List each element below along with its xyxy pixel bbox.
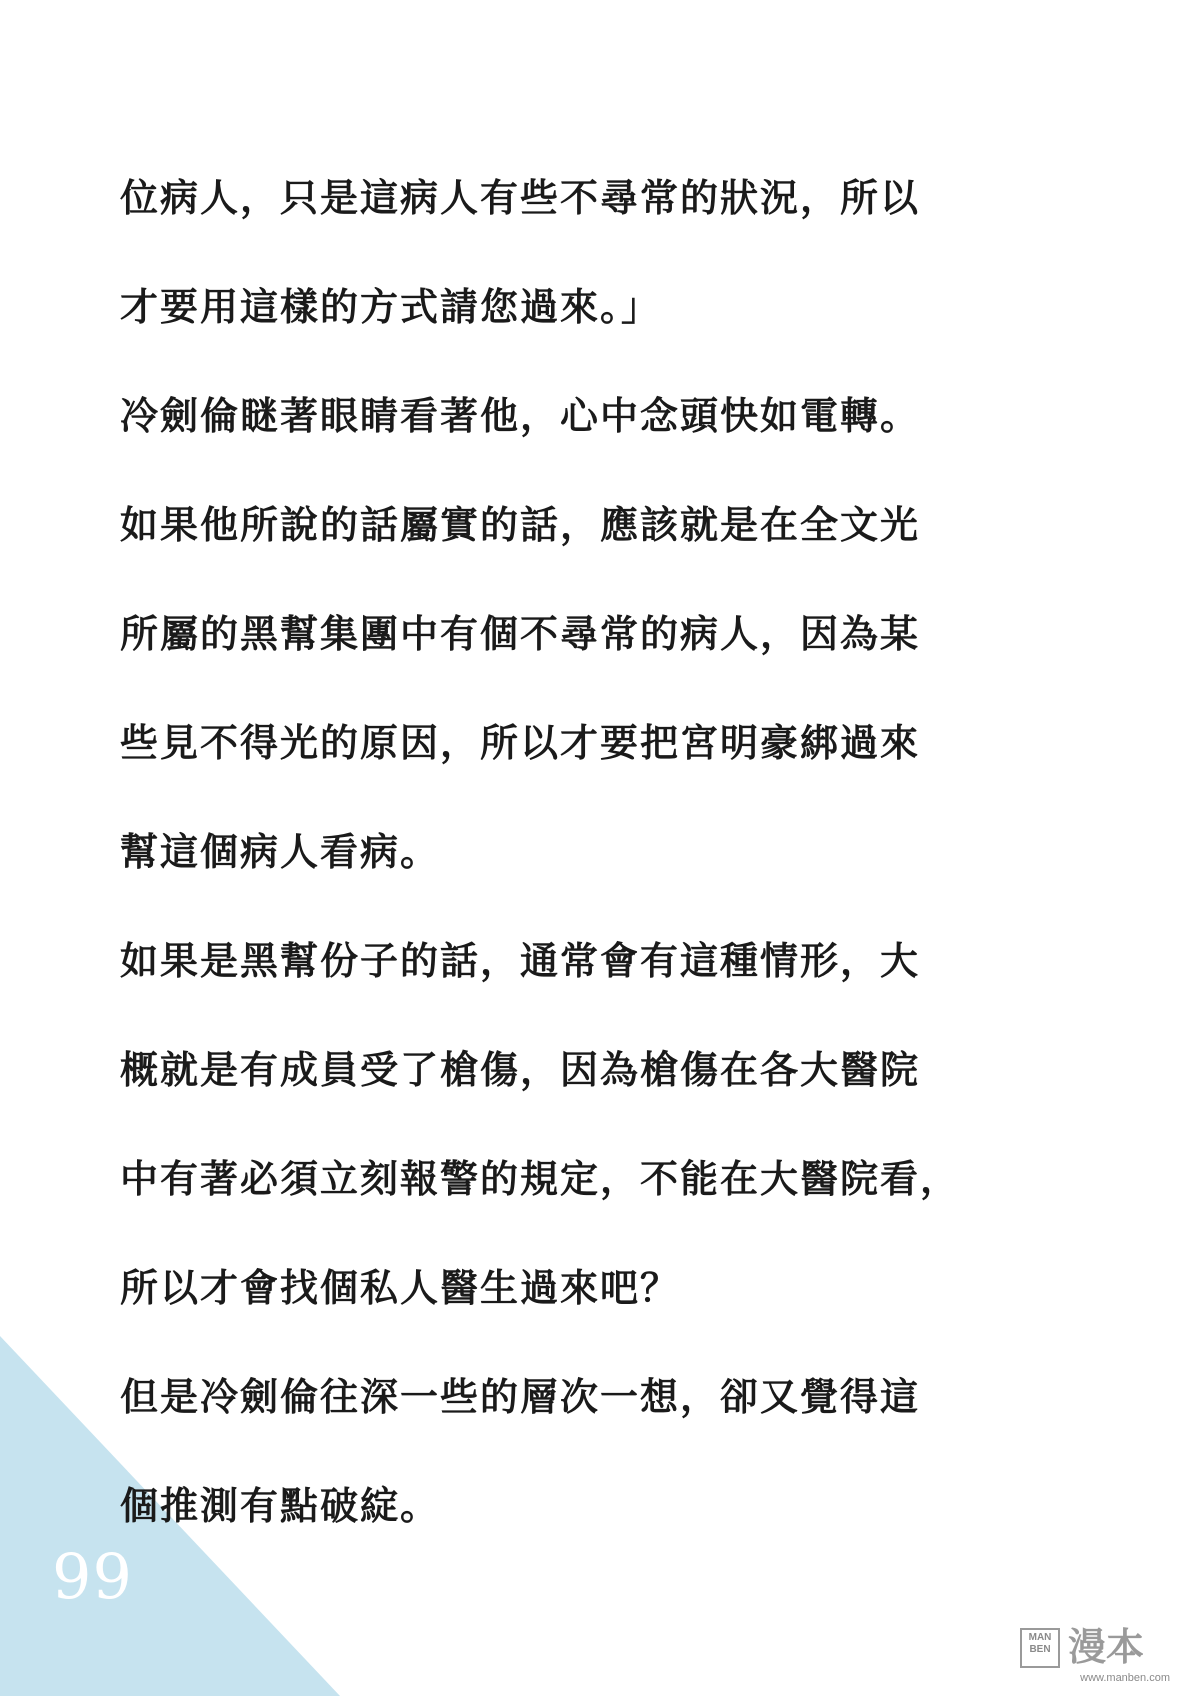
watermark-logo-bottom: BEN	[1029, 1644, 1051, 1655]
watermark-url: www.manben.com	[1080, 1672, 1170, 1684]
text-line: 中有著必須立刻報警的規定，不能在大醫院看，	[120, 1157, 961, 1201]
text-line: 個推測有點破綻。	[120, 1484, 441, 1528]
watermark-title: 漫本	[1068, 1625, 1145, 1669]
watermark-logo-top: MAN	[1028, 1632, 1052, 1643]
watermark	[1020, 1624, 1170, 1684]
text-line: 所以才會找個私人醫生過來吧？	[120, 1266, 681, 1310]
body-text	[120, 168, 1100, 1585]
text-line: 位病人，只是這病人有些不尋常的狀況，所以	[120, 176, 921, 220]
text-line: 如果是黑幫份子的話，通常會有這種情形，大	[120, 939, 921, 983]
text-line: 才要用這樣的方式請您過來。」	[120, 285, 662, 329]
text-line: 但是冷劍倫往深一些的層次一想，卻又覺得這	[120, 1375, 921, 1419]
text-line: 些見不得光的原因，所以才要把宮明豪綁過來	[120, 721, 921, 765]
text-line: 如果他所說的話屬實的話，應該就是在全文光	[120, 503, 921, 547]
watermark-logo-icon	[1020, 1628, 1060, 1668]
text-line: 概就是有成員受了槍傷，因為槍傷在各大醫院	[120, 1048, 921, 1092]
text-line: 幫這個病人看病。	[120, 830, 441, 874]
text-line: 所屬的黑幫集團中有個不尋常的病人，因為某	[120, 612, 921, 656]
text-line: 冷劍倫瞇著眼睛看著他，心中念頭快如電轉。	[120, 394, 921, 438]
page-number: 99	[52, 1540, 133, 1613]
